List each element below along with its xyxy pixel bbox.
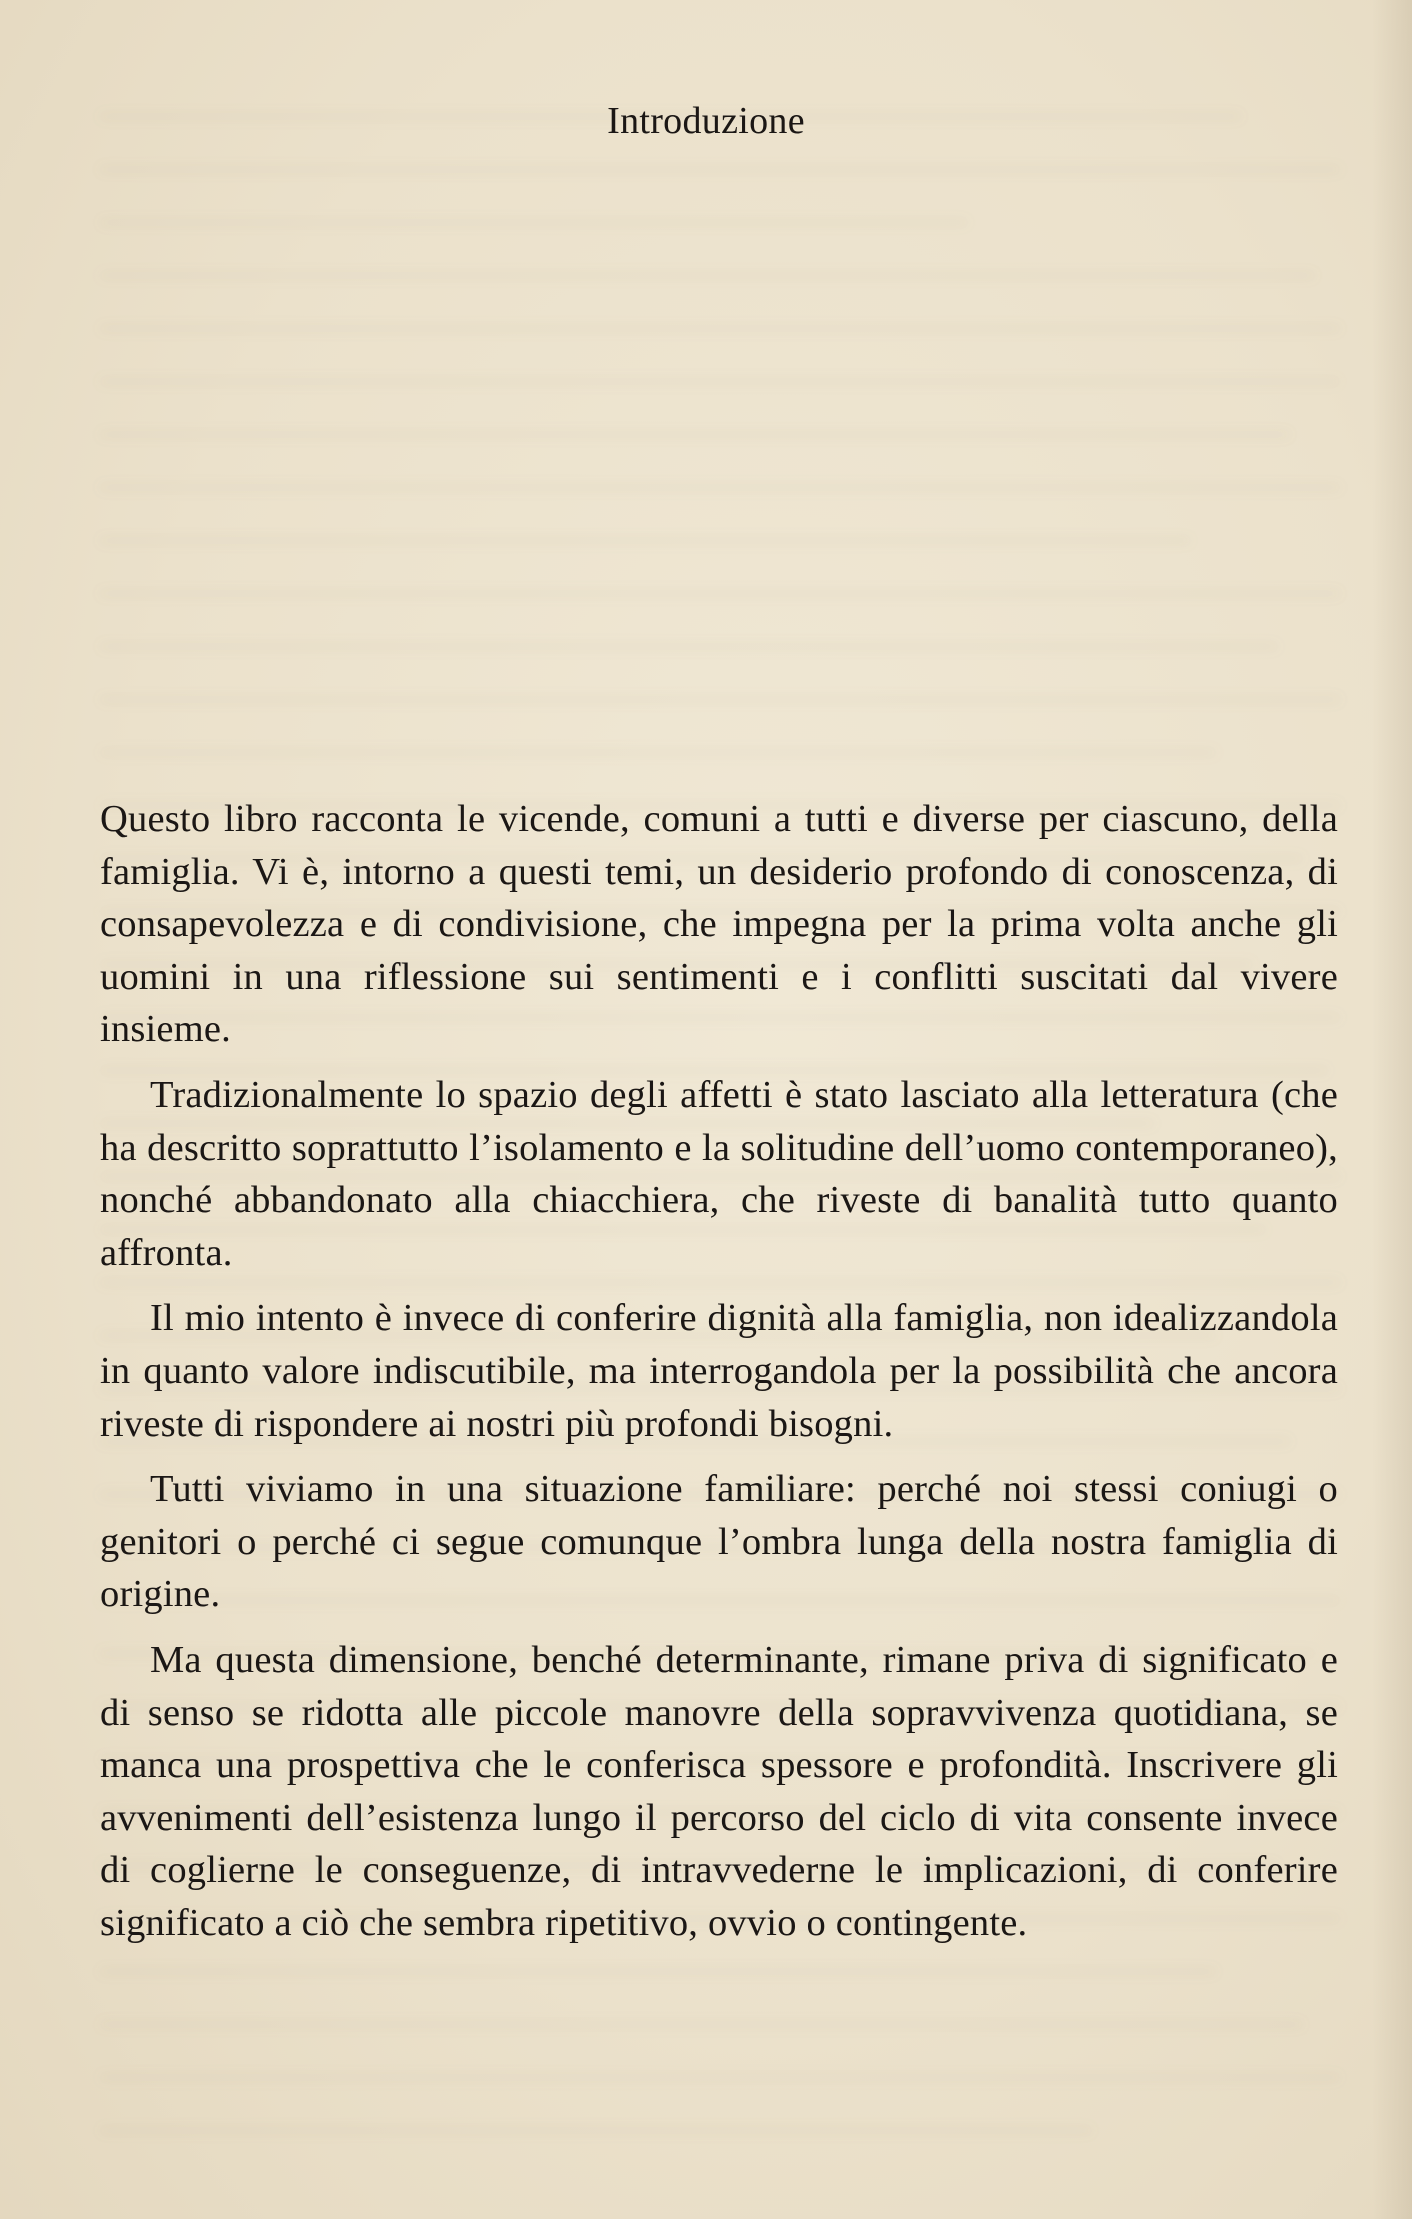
body-text — [100, 793, 1338, 1962]
paragraph-1: Questo libro racconta le vicende, comuni a tutti e diverse per ciascuno, della famiglia. Vi è, intorno a questi temi, un desiderio profondo di conoscenza, di consapevolezza e di condivisione, che impegna per la prima volta anche gli uomini in una riflessione sui sentimenti e i conflitti suscitati dal vivere insieme. — [100, 798, 1338, 1051]
paragraph-3: Il mio intento è invece di conferire dignità alla famiglia, non idealizzandola in quanto valore indiscutibile, ma interrogandola per la possibilità che ancora riveste di rispondere ai nostri più profondi bisogni. — [100, 1297, 1338, 1445]
bleed-line — [100, 433, 1290, 436]
bleed-line — [100, 539, 1191, 542]
bleed-line — [100, 168, 1340, 171]
bleed-line — [100, 380, 1340, 383]
page-edge-shadow — [1372, 0, 1412, 2219]
bleed-line — [100, 2076, 1340, 2079]
paragraph-2: Tradizionalmente lo spazio degli affetti è stato lasciato alla letteratura (che ha descritto soprattutto l’isolamento e la solitudine dell’uomo contemporaneo), nonché abbandonato alla chiacchiera, che riveste di banalità tutto quanto affronta. — [100, 1073, 1338, 1274]
bleed-line — [100, 592, 1340, 595]
page-title: Introduzione — [607, 100, 805, 142]
bleed-line — [100, 1970, 1216, 1973]
paragraph-5: Ma questa dimensione, benché determinante, rimane priva di significato e di senso se ridotta alle piccole manovre della sopravvivenza quotidiana, se manca una prospettiva che le conferisca spessore e profondità. Inscrivere gli avvenimenti dell’esistenza lungo il percorso del ciclo di vita consente invece di coglierne le conseguenze, di intravvederne le implicazioni, di conferire significato a ciò che sembra ripetitivo, ovvio o contingente. — [100, 1638, 1338, 1944]
bleed-line — [100, 2023, 1303, 2026]
bleed-line — [100, 327, 1340, 330]
bleed-line — [100, 645, 1278, 648]
paragraph-4: Tutti viviamo in una situazione familiare: perché noi stessi coniugi o genitori o perché ci segue comunque l’ombra lunga della nostra famiglia di origine. — [100, 1468, 1338, 1616]
bleed-line — [100, 698, 1340, 701]
bleed-line — [100, 486, 1340, 489]
bleed-line — [100, 221, 968, 224]
bleed-line — [100, 751, 1216, 754]
bleed-line — [100, 2129, 1092, 2132]
bleed-line — [100, 274, 1315, 277]
